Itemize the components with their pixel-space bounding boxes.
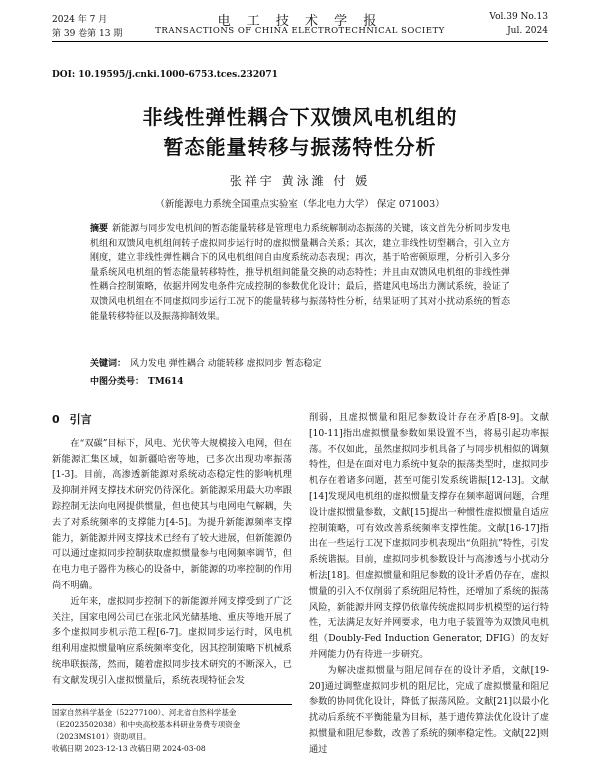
- body-paragraph: 削弱，且虚拟惯量和阻尼参数设计存在矛盾[8-9]。文献[10-11]指出虚拟惯量参数如果设置不当，将易引起功率振荡。不仅如此，虽然虚拟同步机具备了与同步机相似的调频特性，但是在面对电力系统中复杂的振荡类型时，虚拟同步机存在着诸多问题，甚至可能引发系统谐振[12-13]。文献[14]发现风电机组的虚拟惯量支撑存在频率超调问题，合理设计虚拟惯量参数，文献[15]提出一种惯性虚拟惯量自适应控制策略，可有效改善系统频率支撑性能。文献[16-17]指出在一些运行工况下虚拟同步机表现出“负阻抗”特性，引发系统谐振。目前，虚拟同步机参数设计与高渗透与小扰动分析法[18]。但虚拟惯量和阻尼参数的设计矛盾仍存在，虚拟惯量的引入不仅削弱了系统阻尼特性，还增加了系统的振荡风险，新能源并网支撑仍依靠传统虚拟同步机模型的运行特性，无法满足友好并网要求，电力电子装置等为双馈风电机组（Doubly-Fed Induction Generator, DFIG）的友好并网能力仍有待进一步研究。: [309, 412, 549, 660]
- running-header: [52, 10, 548, 44]
- journal-name-cn: 电 工 技 术 学 报: [217, 14, 383, 29]
- section-title: 引言: [69, 413, 92, 426]
- doi: DOI: 10.19595/j.cnki.1000-6753.tces.232071: [52, 70, 278, 80]
- section-heading: [52, 412, 292, 428]
- keywords-text: 风力发电 弹性耦合 动能转移 虚拟同步 暂态稳定: [130, 359, 322, 369]
- footnote: [52, 704, 292, 755]
- body-paragraph: 为解决虚拟惯量与阻尼间存在的设计矛盾，文献[19-20]通过调整虚拟同步机的阻尼比，完成了虚拟惯量和阻尼参数的协同优化设计，降低了振荡风险。文献[21]以最小化扰动后系统不平衡能量为目标，基于遗传算法优化设计了虚拟惯量和阻尼参数，改善了系统的频率稳定性。文献[22]则通过: [309, 664, 549, 755]
- volume-issue-cn: 第 39 卷第 13 期: [52, 29, 123, 39]
- title-line-1: 非线性弹性耦合下双馈风电机组的: [142, 105, 458, 129]
- abstract-text: 新能源与同步发电机间的暂态能量转移是管理电力系统解制动态振荡的关键，该文首先分析同步发电机组和双馈风电机组间转子虚拟同步运行时的虚拟惯量耦合关系；其次，建立非线性切型耦合，引入立方刚度，建立非线性弹性耦合下的风电机组间自由度系统动态表现；再次，基于哈密顿原理，分析引入多分量系统风电机组的暂态能量转移特性，推导机组间能量交换的动态特性；并且由双馈风电机组的非线性弹性耦合控制策略，依据并网发电条件完成控制的参数优化设计；最后，搭建风电场出力测试系统，验证了双馈风电机组在不同虚拟同步运行工况下的能量转移与振荡特性分析，结果证明了其对小扰动系统的暂态能量转移特征以及振荡抑制效果。: [90, 224, 510, 322]
- journal-name-en: TRANSACTIONS OF CHINA ELECTROTECHNICAL SOCIETY: [155, 26, 445, 36]
- affiliation: （新能源电力系统全国重点实验室（华北电力大学） 保定 071003）: [155, 199, 445, 210]
- issue-month-year: Jul. 2024: [507, 26, 548, 36]
- clc-value: TM614: [148, 377, 184, 387]
- right-column: [309, 410, 549, 758]
- abstract: [90, 222, 510, 324]
- body-paragraph: 近年来，虚拟同步控制下的新能源并网支撑受到了广泛关注，国家电网公司已在张北风光储基地、重庆等地开展了多个虚拟同步机示范工程[6-7]。虚拟同步运行时，风电机组利用虚拟惯量响应系统频率变化，因其控制策略下机械系统串联振荡，然而，随着虚拟同步技术研究的不断深入，已有文献发现引入虚拟惯量后，系统表现特征会发: [52, 595, 292, 686]
- keywords-label: 关键词：: [90, 359, 127, 369]
- header-rule: [52, 41, 548, 42]
- title-line-2: 暂态能量转移与振荡特性分析: [163, 135, 437, 159]
- volume-number: Vol.39 No.13: [489, 12, 548, 22]
- classification-number: [90, 374, 510, 387]
- abstract-label: 摘要: [90, 224, 109, 234]
- funding-note: 国家自然科学基金（52277100）、河北省自然科学基金（E2023502038）和中央高校基本科研业务费专项资金（2023MS101）资助项目。: [52, 708, 241, 741]
- received-dates: 收稿日期 2023-12-13 改稿日期 2024-03-08: [52, 744, 206, 753]
- keywords: [90, 356, 510, 369]
- section-number: 0: [52, 413, 60, 426]
- left-column: [52, 410, 292, 689]
- footnote-rule: [52, 704, 292, 705]
- issue-date: 2024 年 7 月: [52, 15, 108, 25]
- authors: 张祥宇 黄泳潍 付 媛: [229, 174, 371, 188]
- body-paragraph: 在“双碳”目标下，风电、光伏等大规模接入电网，但在新能源汇集区域，如新疆哈密等地，已多次出现功率振荡[1-3]。目前，高渗透新能源对系统动态稳定性的影响机理及抑制并网支撑技术研究仍待深化。新能源采用最大功率跟踪控制无法向电网提供惯量，但也使其与电网电气解耦，失去了对系统频率的支撑能力[4-5]。为提升新能源频率支撑能力，新能源并网支撑技术已经有了较大进展，但新能源仍可以通过虚拟同步控制获取虚拟惯量参与电网频率调节，但在电力电子器件为核心的设备中，新能源的功率控制的作用尚不明确。: [52, 437, 292, 591]
- paper-title: [0, 102, 600, 162]
- clc-label: 中图分类号：: [90, 377, 145, 387]
